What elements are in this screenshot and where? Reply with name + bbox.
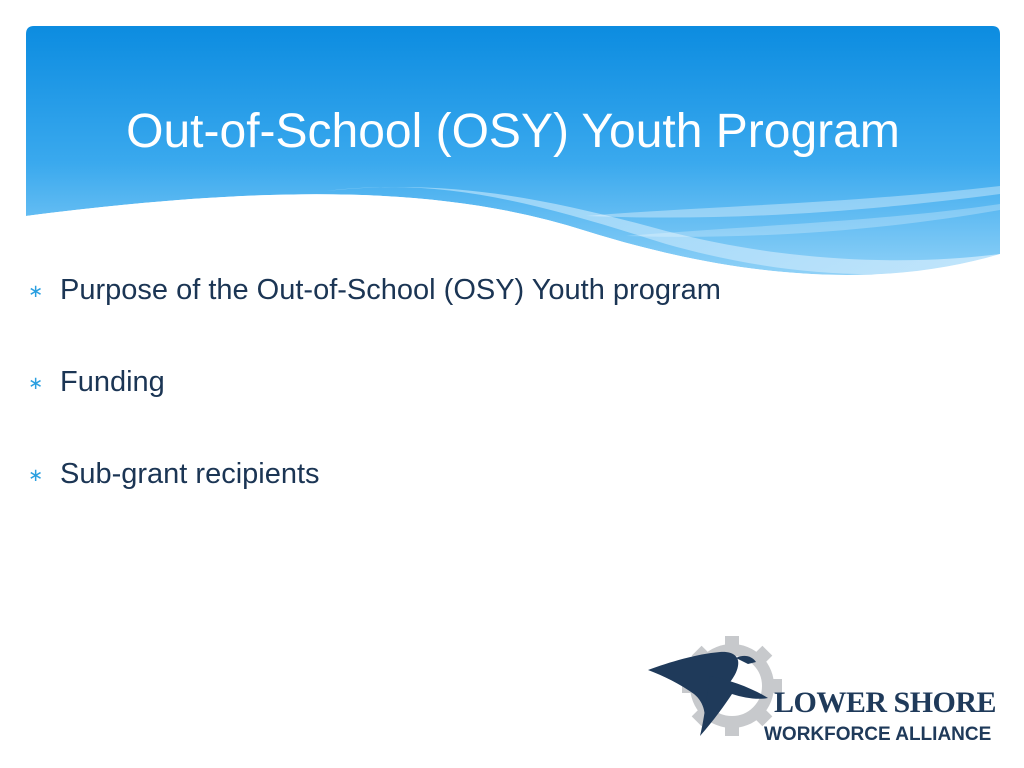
- lower-shore-logo: [640, 636, 1012, 754]
- asterisk-bullet-icon: ∗: [28, 373, 44, 393]
- bullet-text: Funding: [60, 366, 165, 398]
- title-banner: [26, 26, 1000, 286]
- list-item: [26, 270, 926, 362]
- logo-title: LOWER SHORE: [774, 686, 997, 719]
- logo-subtitle: WORKFORCE ALLIANCE: [764, 724, 992, 745]
- slide-title: Out-of-School (OSY) Youth Program: [126, 105, 900, 158]
- bullet-list: [26, 270, 926, 546]
- bullet-text: Sub-grant recipients: [60, 458, 320, 490]
- asterisk-bullet-icon: ∗: [28, 465, 44, 485]
- asterisk-bullet-icon: ∗: [28, 281, 44, 301]
- list-item: [26, 362, 926, 454]
- list-item: [26, 454, 926, 546]
- bullet-text: Purpose of the Out-of-School (OSY) Youth program: [60, 274, 721, 306]
